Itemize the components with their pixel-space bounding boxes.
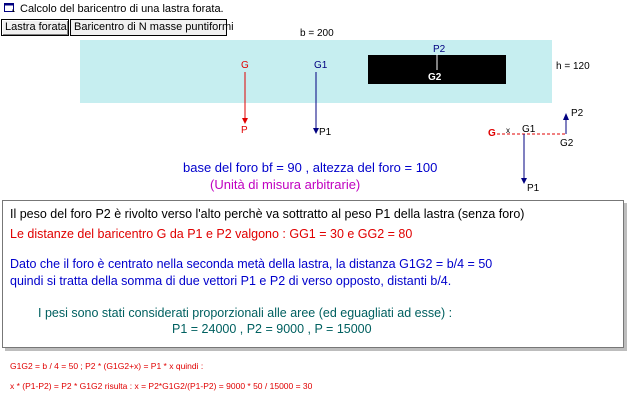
mini-g2-label: G2 [560, 138, 574, 149]
height-label: h = 120 [556, 61, 590, 72]
window-title: Calcolo del baricentro di una lastra forata. [20, 3, 224, 15]
g2-label: G2 [428, 72, 442, 83]
panel-line-4: quindi si tratta della somma di due vettori P1 e P2 di verso opposto, distanti b/4. [10, 274, 452, 288]
tab-lastra-forata[interactable]: Lastra forata [1, 19, 69, 36]
mini-x-label: x [506, 126, 510, 135]
app-icon [4, 3, 16, 14]
p2-arrow [434, 54, 440, 72]
mini-p1-label: P1 [527, 183, 540, 194]
title-bar [0, 0, 640, 18]
formula-line-2: x * (P1-P2) = P2 * G1G2 risulta : x = P2*G1G2/(P1-P2) = 9000 * 50 / 15000 = 30 [10, 381, 313, 391]
p2-label: P2 [433, 44, 446, 55]
units-note: (Unità di misura arbitrarie) [210, 177, 361, 192]
resultant-p-label: P [241, 125, 248, 136]
mini-g-label: G [488, 128, 496, 139]
width-label: b = 200 [300, 28, 334, 39]
centroid-g1-label: G1 [314, 60, 328, 71]
panel-line-6: P1 = 24000 , P2 = 9000 , P = 15000 [172, 322, 372, 336]
mini-p2-label: P2 [571, 108, 584, 119]
tab-baricentro-masse[interactable]: Baricentro di N masse puntiformi [70, 19, 227, 36]
formula-line-1: G1G2 = b / 4 = 50 ; P2 * (G1G2+x) = P1 * x quindi : [10, 361, 204, 371]
resultant-arrow [240, 72, 250, 126]
hole-dimensions: base del foro bf = 90 , altezza del foro = 100 [183, 160, 438, 175]
panel-line-2: Le distanze del baricentro G da P1 e P2 valgono : GG1 = 30 e GG2 = 80 [10, 227, 413, 241]
mini-p1-arrow [519, 134, 529, 186]
mini-g1-label: G1 [522, 124, 536, 135]
panel-line-3: Dato che il foro è centrato nella seconda metà della lastra, la distanza G1G2 = b/4 = 50 [10, 257, 493, 271]
panel-line-5: I pesi sono stati considerati proporzionali alle aree (ed eguagliati ad esse) : [38, 306, 453, 320]
panel-line-1: Il peso del foro P2 è rivolto verso l'alto perchè va sottratto al peso P1 della lastra (senza foro) [10, 207, 525, 221]
p1-label: P1 [319, 127, 332, 138]
centroid-g-label: G [241, 60, 249, 71]
